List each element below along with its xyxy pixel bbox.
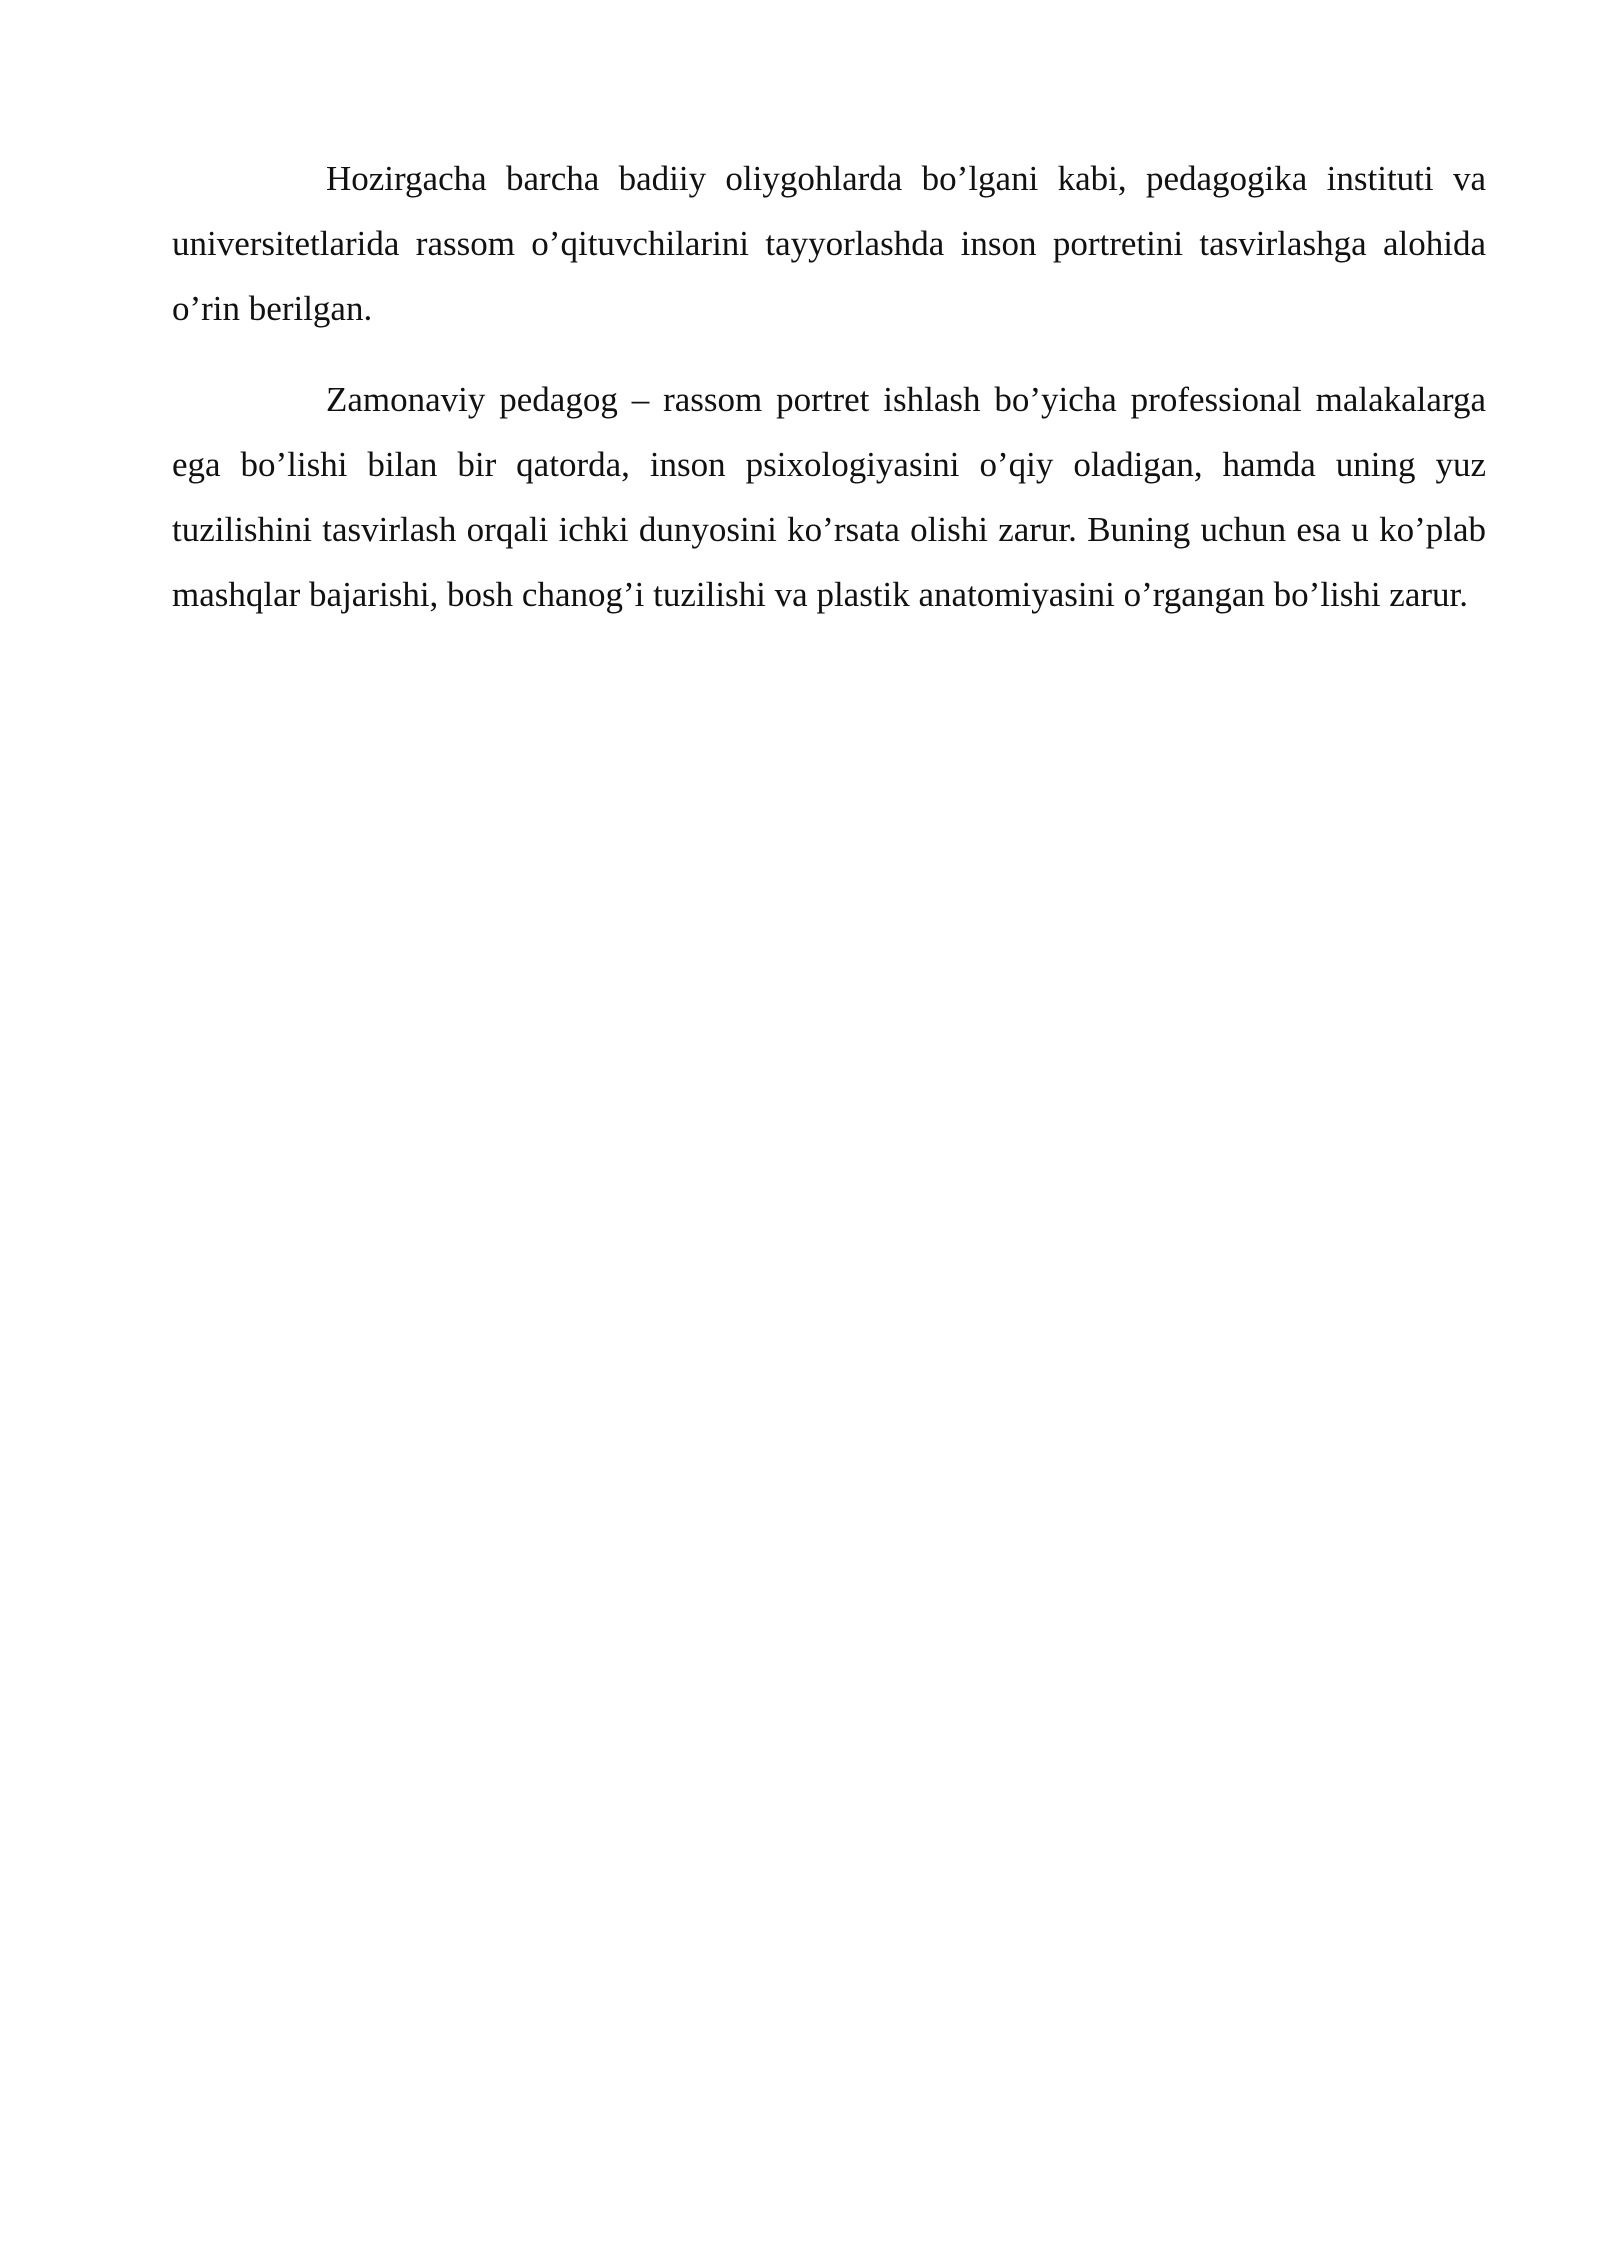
document-body: [172, 146, 1486, 627]
paragraph-2: Zamonaviy pedagog – rassom portret ishlash bo’yicha professional malakalarga ega bo’lishi bilan bir qatorda, inson psixologiyasini o’qiy oladigan, hamda uning yuz tuzilishini tasvirlash orqali ichki dunyosini ko’rsata olishi zarur. Buning uchun esa u ko’plab mashqlar bajarishi, bosh chanog’i tuzilishi va plastik anatomiyasini o’rgangan bo’lishi zarur.: [172, 380, 1486, 614]
paragraph-1: Hozirgacha barcha badiiy oliygohlarda bo’lgani kabi, pedagogika instituti va universitetlarida rassom o’qituvchilarini tayyorlashda inson portretini tasvirlashga alohida o’rin berilgan.: [172, 159, 1486, 328]
